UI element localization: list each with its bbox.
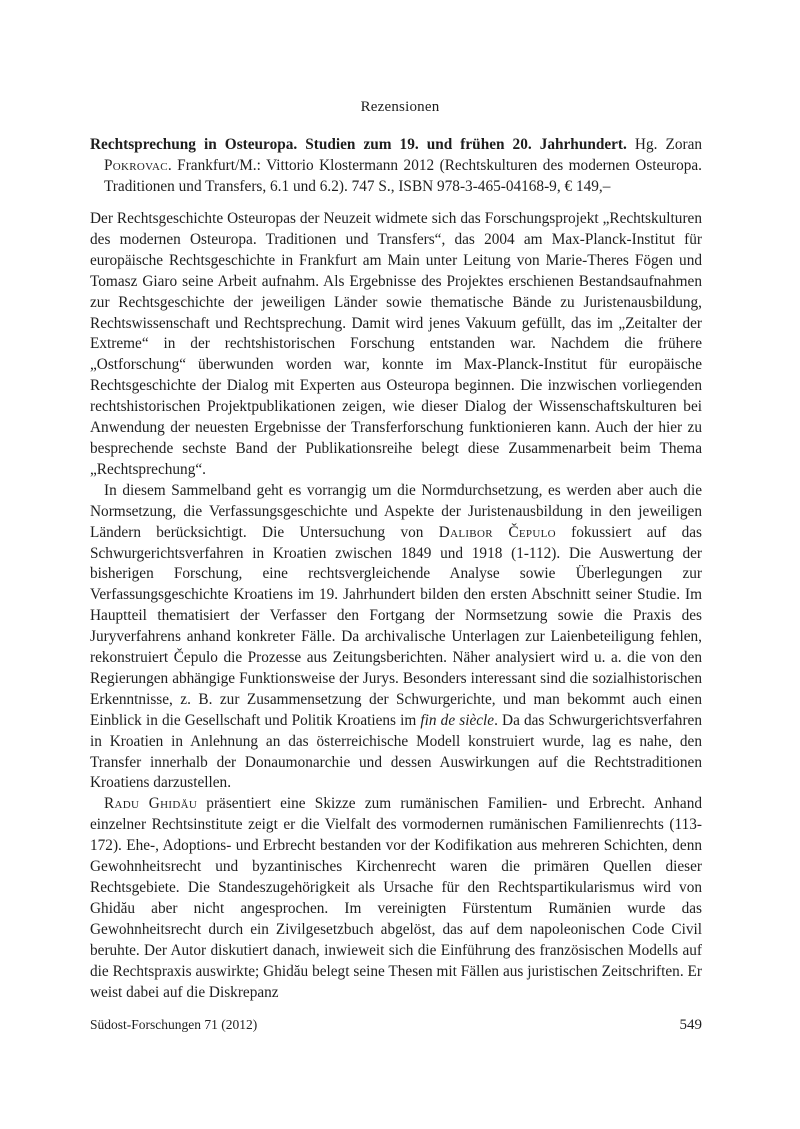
review-body (90, 134, 702, 1003)
paragraph-2-text-c: . Da das Schwurgerichtsverfahren in Kroatien in Anlehnung an das österreichische Modell konstruiert wurde, lag es nahe, den Transfer innerhalb der Donaumonarchie und dessen Auswirkungen auf die Rechtstraditionen Kroatiens darzustellen. (90, 711, 702, 792)
page-footer (90, 1017, 702, 1034)
paragraph-1: Der Rechtsgeschichte Osteuropas der Neuzeit widmete sich das Forschungsprojekt „Rechtskulturen des modernen Osteuropa. Traditionen und Transfers“, das 2004 am Max-Planck-Institut für europäische Rechtsgeschichte in Frankfurt am Main unter Leitung von Marie-Theres Fögen und Tomasz Giaro seine Arbeit aufnahm. Als Ergebnisse des Projektes erschienen Bestandsaufnahmen zur Rechtsgeschichte der jeweiligen Länder sowie thematische Bände zu Juristenausbildung, Rechtswissenschaft und Rechtsprechung. Damit wird jenes Vakuum gefüllt, das im „Zeitalter der Extreme“ in der rechtshistorischen Forschung entstanden war. Nachdem die frühere „Ostforschung“ überwunden worden war, konnte im Max-Planck-Institut für europäische Rechtsgeschichte der Dialog mit Experten aus Osteuropa beginnen. Die inzwischen vorliegenden rechtshistorischen Projektpublikationen zeigen, wie dieser Dialog der Wissenschaftskulturen bei Anwendung der neuesten Ergebnisse der Transferforschung funktionieren kann. Auch der hier zu besprechende sechste Band der Publikationsreihe belegt diese Zusammenarbeit beim Thema „Rechtsprechung“. (90, 210, 702, 478)
book-title: Rechtsprechung in Osteuropa. Studien zum 19. und frühen 20. Jahrhundert. (90, 136, 627, 153)
editor-prefix: Hg. Zoran (634, 136, 703, 153)
paragraph-3 (90, 794, 702, 1003)
paragraph-3-text: präsentiert eine Skizze zum rumänischen Familien- und Erbrecht. Anhand einzelner Rechtsinstitute zeigt er die Vielfalt des vormodernen rumänischen Familienrechts (113-172). Ehe-, Adoptions- und Erbrecht bestanden vor der Kodifikation aus mehreren Schichten, denn Gewohnheitsrecht und byzantinisches Kirchenrecht waren die primären Quellen dieser Rechtsgebiete. Die Standeszugehörigkeit als Ursache für den Rechtspartikularismus wird von Ghidău aber nicht angesprochen. Im vereinigten Fürstentum Rumänien wurde das Gewohnheitsrecht durch ein Zivilgesetzbuch abgelöst, das auf dem napoleonischen Code Civil beruhte. Der Autor diskutiert danach, inwieweit sich die Einführung des französischen Modells auf die Rechtspraxis auswirkte; Ghidău belegt seine Thesen mit Fällen aus juristischen Zeitschriften. Er weist dabei auf die Diskrepanz (90, 795, 702, 1001)
italic-phrase: fin de siècle (420, 711, 495, 729)
paragraph-2 (90, 481, 702, 795)
journal-citation: Südost-Forschungen 71 (2012) (90, 1017, 258, 1032)
author-name-ghidau: Radu Ghidău (104, 795, 198, 813)
paragraph-2-text-a: In diesem Sammelband geht es vorrangig um die Normdurchsetzung, es werden aber auch die Normsetzung, die Verfassungsgeschichte und Aspekte der Juristenausbildung in den jeweiligen Ländern berücksichtigt. Die Untersuchung von (90, 481, 702, 541)
running-head: Rezensionen (360, 99, 440, 115)
page-number: 549 (679, 1017, 702, 1033)
book-citation (90, 134, 702, 197)
author-name-cepulo: Dalibor Čepulo (438, 523, 556, 541)
paragraph-2-text-b: fokussiert auf das Schwurgerichtsverfahren in Kroatien zwischen 1849 und 1918 (1-112). Die Auswertung der bisherigen Forschung, eine rechtsvergleichende Analyse sowie Überlegungen zur Verfassungsgeschichte Kroatiens im 19. Jahrhundert bilden den ersten Abschnitt seiner Studie. Im Hauptteil thematisiert der Verfasser den Fortgang der Normsetzung sowie die Praxis des Juryverfahrens anhand konkreter Fälle. Da archivalische Unterlagen zur Laienbeteiligung fehlen, rekonstruiert Čepulo die Prozesse aus Zeitungsberichten. Näher analysiert wird u. a. die von den Regierungen abhängige Funktionsweise der Jurys. Besonders interessant sind die sozialhistorischen Erkenntnisse, z. B. zur Zusammensetzung der Schwurgerichte, und man bekommt auch einen Einblick in die Gesellschaft und Politik Kroatiens im (90, 523, 702, 729)
editor-name: Pokrovac (104, 157, 168, 174)
publication-details: . Frankfurt/M.: Vittorio Klostermann 2012 (Rechtskulturen des modernen Osteuropa. Traditionen und Transfers, 6.1 und 6.2). 747 S., ISBN 978-3-465-04168-9, € 149,– (104, 157, 702, 195)
